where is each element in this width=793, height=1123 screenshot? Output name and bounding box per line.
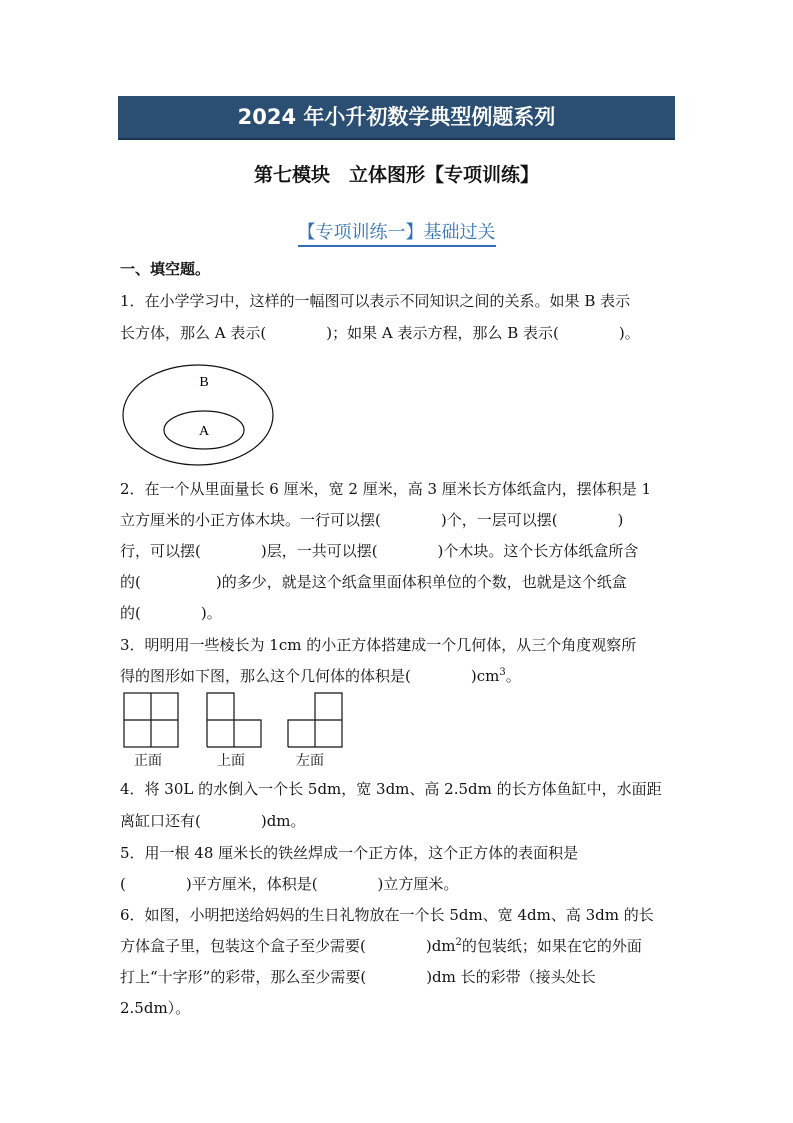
- q6-line-2-text: 方体盒子里，包装这个盒子至少需要( )dm: [120, 937, 456, 955]
- q3-line-1: 3．明明用一些棱长为 1cm 的小正方体搭建成一个几何体，从三个角度观察所: [120, 636, 637, 654]
- section-heading: 一、填空题。: [120, 260, 211, 278]
- q3-line-2: [120, 665, 680, 686]
- three-view-figures: [120, 690, 360, 752]
- q6-exponent: 2: [455, 937, 462, 948]
- q2-line-4: 的( )的多少，就是这个纸盒里面体积单位的个数，也就是这个纸盒: [120, 573, 627, 591]
- q2-line-1: 2．在一个从里面量长 6 厘米，宽 2 厘米，高 3 厘米长方体纸盒内，摆体积是 1: [120, 480, 652, 498]
- module-title: 第七模块 立体图形【专项训练】: [253, 164, 539, 186]
- front-view: [124, 693, 178, 747]
- series-banner: 2024 年小升初数学典型例题系列: [118, 96, 675, 140]
- q4-line-2: 离缸口还有( )dm。: [120, 812, 306, 830]
- q5-line-1: 5．用一根 48 厘米长的铁丝焊成一个正方体，这个正方体的表面积是: [120, 844, 579, 862]
- q2-line-3: 行，可以摆( )层，一共可以摆( )个木块。这个长方体纸盒所含: [120, 542, 639, 560]
- q6-line-1: 6．如图，小明把送给妈妈的生日礼物放在一个长 5dm、宽 4dm、高 3dm 的长: [120, 906, 654, 924]
- q6-line-3: 打上“十字形”的彩带，那么至少需要( )dm 长的彩带（接头处长: [120, 968, 596, 986]
- outer-ellipse: [123, 365, 273, 465]
- q3-line-2-text: 得的图形如下图，那么这个几何体的体积是( )cm: [120, 667, 500, 685]
- q1-line-2: 长方体，那么 A 表示( )；如果 A 表示方程，那么 B 表示( )。: [120, 324, 640, 342]
- q4-line-1: 4．将 30L 的水倒入一个长 5dm，宽 3dm、高 2.5dm 的长方体鱼缸中，水面距: [120, 780, 662, 798]
- front-view-label: 正面: [134, 753, 162, 769]
- q6-line-2-end: 的包装纸；如果在它的外面: [461, 937, 642, 955]
- q6-line-4: 2.5dm）。: [120, 999, 191, 1017]
- q1-line-1: 1．在小学学习中，这样的一幅图可以表示不同知识之间的关系。如果 B 表示: [120, 292, 631, 310]
- q2-line-2: 立方厘米的小正方体木块。一行可以摆( )个，一层可以摆( ): [120, 511, 624, 529]
- inner-label: A: [198, 424, 210, 439]
- q3-line-2-end: 。: [505, 667, 521, 685]
- top-view-label: 上面: [217, 753, 245, 769]
- subtitle-text: 【专项训练一】基础过关: [298, 222, 496, 247]
- q6-line-2: [120, 935, 680, 956]
- q3-exponent: 3: [499, 667, 506, 678]
- q5-line-2: ( )平方厘米，体积是( )立方厘米。: [120, 875, 459, 893]
- left-view-label: 左面: [296, 753, 324, 769]
- training-subtitle: [0, 218, 793, 244]
- left-view: [288, 693, 342, 747]
- outer-label: B: [199, 375, 209, 390]
- top-view: [207, 693, 261, 747]
- venn-diagram: [120, 362, 280, 472]
- q2-line-5: 的( )。: [120, 604, 222, 622]
